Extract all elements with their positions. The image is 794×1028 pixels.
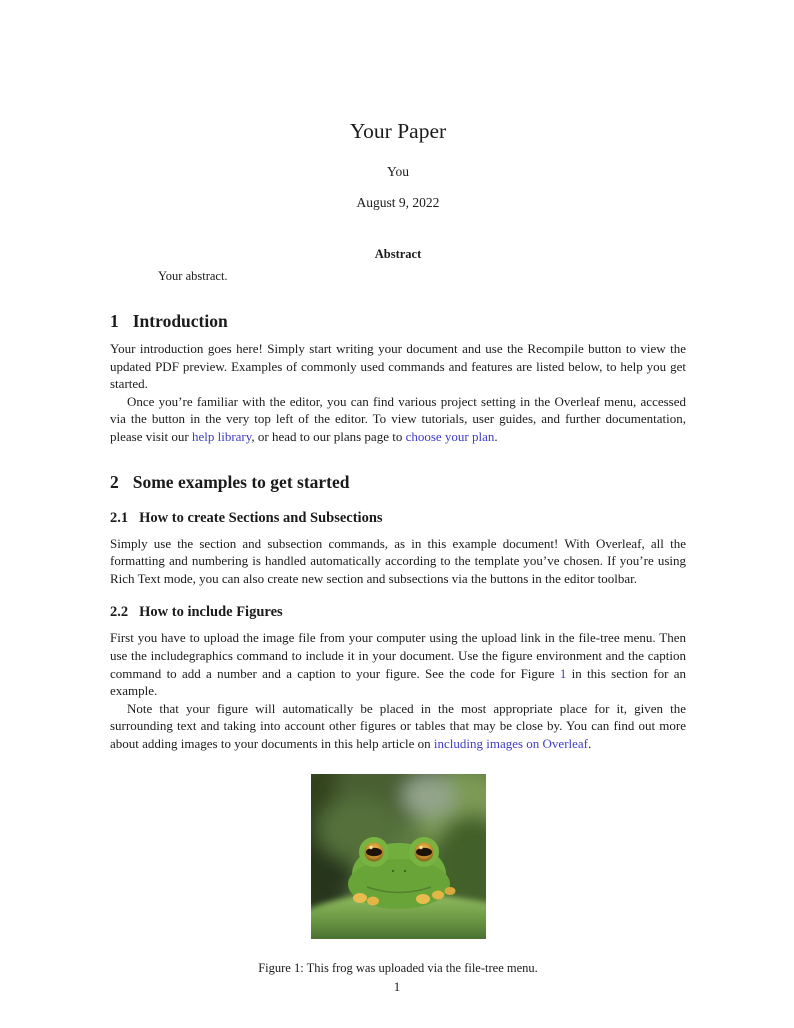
figure-1-caption: Figure 1: This frog was uploaded via the file-tree menu. — [258, 960, 538, 975]
abstract-heading: Abstract — [374, 247, 422, 261]
including-images-link[interactable]: including images on Overleaf — [433, 735, 589, 751]
figure-1-reference-link[interactable]: 1 — [559, 665, 567, 681]
section-2-1-title: How to create Sections and Subsections — [139, 509, 383, 526]
section-1-paragraph-2 — [110, 393, 686, 446]
section-2-1-paragraph-1: Simply use the section and subsection commands, as in this example document! With Overleaf, all the formatting and numbering is handled automatically according to the template you’ve chosen. If you’re using Rich Text mode, you can also create new section and subsections via the buttons in the editor toolbar. — [110, 535, 686, 586]
paragraph-text: . — [588, 735, 592, 751]
section-2-title: Some examples to get started — [132, 471, 350, 492]
paper-author: You — [387, 164, 409, 179]
paper-date: August 9, 2022 — [356, 195, 440, 210]
section-1-number: 1 — [110, 311, 119, 331]
section-2-2-heading — [110, 603, 686, 621]
paragraph-text: First you have to upload the image file from your computer using the upload link in the file-tree menu. Then use the includegraphics command to include it in your document. Use the figure environment and the caption command to add a number and a caption to your figure. See the code for Figure — [110, 630, 686, 681]
section-2-number: 2 — [110, 471, 119, 492]
help-library-link[interactable]: help library — [191, 428, 252, 444]
section-2-1-heading — [110, 509, 686, 527]
paragraph-text: Note that your figure will automatically be placed in the most appropriate place for it, given the surrounding text and taking into account other figures or tables that may be close by. You can find out more about adding images to your documents in this help article on — [110, 700, 686, 751]
paragraph-text: in this section for an example. — [110, 665, 686, 699]
section-1-title: Introduction — [132, 311, 228, 331]
section-2-2-title: How to include Figures — [139, 604, 283, 621]
section-2-2-paragraph-2 — [110, 700, 686, 753]
section-2-heading — [110, 472, 686, 493]
section-1-paragraph-1: Your introduction goes here! Simply start writing your document and use the Recompile button to view the updated PDF preview. Examples of commonly used commands and features are listed below, to help you get started. — [110, 341, 686, 392]
page-number: 1 — [393, 979, 401, 994]
document-content — [110, 0, 686, 976]
section-1-heading — [110, 311, 686, 332]
paragraph-text: Once you’re familiar with the editor, you can find various project setting in the Overleaf menu, accessed via the button in the very top left of the editor. To view tutorials, user guides, and further documentation, please visit our — [110, 393, 686, 444]
section-2-1-number: 2.1 — [110, 509, 129, 526]
choose-your-plan-link[interactable]: choose your plan — [405, 428, 495, 444]
abstract-body: Your abstract. — [158, 269, 228, 283]
section-2-2-number: 2.2 — [110, 604, 129, 621]
paragraph-text: , or head to our plans page to — [251, 428, 406, 444]
frog-photo-image — [311, 774, 486, 939]
section-2-2-paragraph-1 — [110, 629, 686, 699]
figure-1 — [110, 774, 686, 976]
paper-title: Your Paper — [349, 119, 447, 143]
paragraph-text: . — [494, 428, 498, 444]
